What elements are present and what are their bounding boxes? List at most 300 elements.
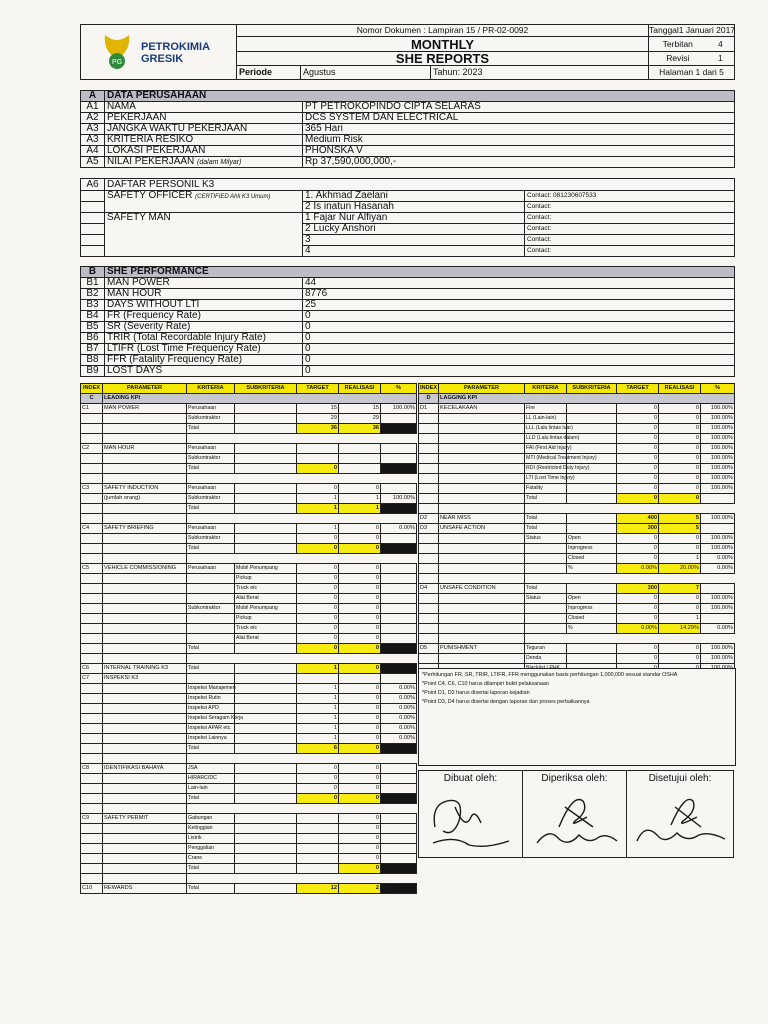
kpi-cell (381, 444, 417, 454)
kpi-cell: VEHICLE COMMISSIONING (103, 564, 187, 574)
kpi-cell (103, 744, 187, 754)
row-label: DAYS WITHOUT LTI (105, 300, 303, 311)
company-name-line2: GRESIK (141, 53, 184, 65)
kpi-cell (103, 724, 187, 734)
kpi-column-header: % (381, 384, 417, 394)
kpi-column-header: PARAMETER (439, 384, 525, 394)
kpi-cell (439, 434, 525, 444)
kpi-cell (339, 754, 381, 764)
kpi-cell (187, 674, 235, 684)
row-label: LOST DAYS (105, 366, 303, 377)
kpi-row (419, 634, 735, 644)
kpi-cell: 0 (297, 464, 339, 474)
kpi-cell: 0.00% (381, 524, 417, 534)
kpi-cell (419, 454, 439, 464)
kpi-cell (419, 544, 439, 554)
petrokimia-logo-icon (99, 31, 135, 71)
kpi-cell: Perusahaan (187, 484, 235, 494)
kpi-cell: Subkontraktor (187, 494, 235, 504)
section-a-code: A (81, 91, 105, 102)
kpi-cell (297, 834, 339, 844)
dibuat-label: Dibuat oleh: (443, 773, 498, 784)
kpi-row (81, 664, 417, 674)
kpi-cell: Crane (187, 854, 235, 864)
kpi-cell (419, 624, 439, 634)
kpi-row (419, 494, 735, 504)
kpi-cell: 1 (297, 494, 339, 504)
kpi-cell: 0 (339, 594, 381, 604)
kpi-cell (339, 434, 381, 444)
kpi-cell: 100.00% (701, 534, 735, 544)
personil-name: 2 Is inatun Hasanah (303, 202, 525, 213)
kpi-cell (381, 474, 417, 484)
row-label (105, 135, 303, 146)
sign-disetujui (626, 771, 733, 858)
kpi-cell (103, 534, 187, 544)
tahun-value: Tahun: 2023 (431, 66, 649, 80)
kpi-row (81, 814, 417, 824)
kpi-cell: Subkontraktor (187, 454, 235, 464)
kpi-cell: Total (187, 464, 235, 474)
kpi-row (81, 714, 417, 724)
kpi-cell: 0 (617, 544, 659, 554)
kpi-cell (103, 784, 187, 794)
kpi-cell: 0 (339, 544, 381, 554)
kpi-cell (235, 734, 297, 744)
kpi-cell (419, 604, 439, 614)
kpi-cell (701, 504, 735, 514)
kpi-cell (81, 584, 103, 594)
kpi-cell: SAFETY BRIEFING (103, 524, 187, 534)
kpi-cell: C4 (81, 524, 103, 534)
personil-row (81, 213, 735, 224)
kpi-cell (103, 514, 187, 524)
kpi-cell (235, 804, 297, 814)
kpi-cell (187, 584, 235, 594)
kpi-cell (567, 574, 617, 584)
row-value: 365 Hari (303, 124, 735, 135)
kpi-cell (81, 554, 103, 564)
kpi-cell: Fire (525, 404, 567, 414)
kpi-column-header: REALISASI (339, 384, 381, 394)
kpi-cell (381, 824, 417, 834)
kpi-cell: 100.00% (701, 444, 735, 454)
kpi-cell: 100.00% (381, 404, 417, 414)
kpi-cell (103, 694, 187, 704)
signature-table (418, 770, 734, 858)
kpi-cell: 100.00% (701, 434, 735, 444)
kpi-cell (81, 864, 103, 874)
kpi-cell: 1 (297, 724, 339, 734)
kpi-cell (235, 814, 297, 824)
row-label: FFR (Fatality Frequency Rate) (105, 355, 303, 366)
personil-code-cell (81, 224, 105, 235)
kpi-cell (525, 544, 567, 554)
kpi-cell (381, 534, 417, 544)
kpi-cell (381, 554, 417, 564)
kpi-cell (381, 604, 417, 614)
kpi-cell: 0 (617, 644, 659, 654)
kpi-cell: 0 (339, 734, 381, 744)
kpi-cell (659, 574, 701, 584)
kpi-cell (81, 724, 103, 734)
kpi-column-header: % (701, 384, 735, 394)
row-value: 44 (303, 278, 735, 289)
disetujui-label: Disetujui oleh: (648, 773, 712, 784)
row-value: 0 (303, 333, 735, 344)
kpi-cell (381, 814, 417, 824)
kpi-cell (567, 584, 617, 594)
periode-value: Agustus (301, 66, 431, 80)
kpi-cell (187, 434, 235, 444)
kpi-cell: 0 (339, 714, 381, 724)
kpi-cell (297, 434, 339, 444)
kpi-cell (235, 524, 297, 534)
kpi-cell (81, 714, 103, 724)
kpi-column-header: SUBKRITERIA (567, 384, 617, 394)
kpi-cell: 0 (339, 684, 381, 694)
kpi-cell: Closed (567, 614, 617, 624)
kpi-cell: SAFETY INDUCTION (103, 484, 187, 494)
kpi-cell: 5 (659, 524, 701, 534)
kpi-cell (439, 424, 525, 434)
kpi-column-header: KRITERIA (187, 384, 235, 394)
kpi-cell: 0 (339, 744, 381, 754)
personil-role-cell (105, 246, 303, 257)
kpi-cell: Denda (525, 654, 567, 664)
kpi-cell (235, 664, 297, 674)
kpi-cell: 1 (297, 694, 339, 704)
kpi-cell (81, 784, 103, 794)
kpi-cell: Mobil Penumpang (235, 564, 297, 574)
kpi-cell: D3 (419, 524, 439, 534)
kpi-cell: MAN HOUR (103, 444, 187, 454)
kpi-cell (381, 454, 417, 464)
row-code: B9 (81, 366, 105, 377)
kpi-cell (381, 464, 417, 474)
kpi-cell: NEAR MISS (439, 514, 525, 524)
row-code: A1 (81, 102, 105, 113)
sign-dibuat (419, 771, 523, 858)
kpi-cell (381, 874, 417, 884)
revisi-row (649, 51, 735, 66)
personil-code-cell (81, 246, 105, 257)
kpi-column-header: REALISASI (659, 384, 701, 394)
kpi-cell (381, 854, 417, 864)
kpi-row (419, 544, 735, 554)
kpi-cell: Inspeksi APAR etc (187, 724, 235, 734)
kpi-cell: Total (187, 884, 235, 894)
kpi-cell: PUNISHMENT (439, 644, 525, 654)
kpi-cell (81, 754, 103, 764)
kpi-cell: Status (525, 594, 567, 604)
kpi-cell (103, 734, 187, 744)
kpi-cell: Perusahaan (187, 404, 235, 414)
kpi-cell (439, 604, 525, 614)
note-line: *Point C4, C6, C10 harus dilampiri bukti pelaksanaan (422, 681, 550, 687)
personil-role-cell (105, 191, 303, 202)
kpi-cell (103, 774, 187, 784)
company-name (141, 41, 210, 65)
kpi-cell: C2 (81, 444, 103, 454)
kpi-cell (235, 484, 297, 494)
kpi-cell (339, 554, 381, 564)
kpi-cell (701, 574, 735, 584)
kpi-cell (439, 654, 525, 664)
kpi-cell: 0 (339, 704, 381, 714)
kpi-cell: IDENTIFIKASI BAHAYA (103, 764, 187, 774)
kpi-cell: Perusahaan (187, 524, 235, 534)
kpi-cell (103, 824, 187, 834)
lagging-kpi-table (418, 383, 735, 674)
kpi-cell (81, 874, 103, 884)
personil-code-cell (81, 202, 105, 213)
kpi-cell: 0 (339, 794, 381, 804)
kpi-cell (235, 424, 297, 434)
revisi-label: Revisi (666, 53, 690, 64)
kpi-cell (339, 444, 381, 454)
kpi-cell (297, 554, 339, 564)
kpi-cell (567, 444, 617, 454)
kpi-cell: C5 (81, 564, 103, 574)
leading-kpi-table (80, 383, 417, 894)
kpi-cell (235, 854, 297, 864)
section-b-code: B (81, 267, 105, 278)
kpi-cell (103, 654, 187, 664)
kpi-cell (617, 504, 659, 514)
kpi-row (419, 514, 735, 524)
kpi-row (419, 474, 735, 484)
kpi-cell: Total (525, 494, 567, 504)
kpi-row (81, 504, 417, 514)
kpi-cell: 0 (617, 454, 659, 464)
kpi-row (81, 634, 417, 644)
data-perusahaan-row (81, 124, 735, 135)
kpi-cell: C6 (81, 664, 103, 674)
kpi-cell: 1 (297, 504, 339, 514)
kpi-cell (81, 604, 103, 614)
kpi-cell: Total (187, 544, 235, 554)
kpi-row (419, 594, 735, 604)
kpi-cell: Fatality (525, 484, 567, 494)
kpi-cell: D1 (419, 404, 439, 414)
kpi-cell (525, 564, 567, 574)
kpi-cell: 6 (297, 744, 339, 754)
kpi-cell (103, 584, 187, 594)
kpi-cell (81, 744, 103, 754)
kpi-cell: 0 (297, 604, 339, 614)
kpi-cell (381, 584, 417, 594)
personil-name: 1 Fajar Nur Alfiyan (303, 213, 525, 224)
she-performance-row (81, 366, 735, 377)
kpi-cell: 0 (297, 544, 339, 554)
row-value: Medium Risk (303, 135, 735, 146)
kpi-cell: Status (525, 534, 567, 544)
data-perusahaan-row (81, 135, 735, 146)
kpi-cell (103, 574, 187, 584)
personil-role-cell (105, 235, 303, 246)
kpi-row (81, 614, 417, 624)
kpi-row (81, 644, 417, 654)
kpi-cell: 0 (617, 424, 659, 434)
kpi-cell: 0 (659, 534, 701, 544)
doc-number: Nomor Dokumen : Lampiran 15 / PR-02-0092 (237, 25, 649, 37)
kpi-cell (439, 544, 525, 554)
kpi-cell (419, 614, 439, 624)
kpi-cell (659, 504, 701, 514)
kpi-cell (567, 504, 617, 514)
kpi-cell (439, 444, 525, 454)
kpi-cell (567, 494, 617, 504)
kpi-cell (297, 444, 339, 454)
kpi-cell: 0 (617, 474, 659, 484)
kpi-cell (381, 794, 417, 804)
kpi-cell: 29 (339, 414, 381, 424)
kpi-cell: 0 (297, 774, 339, 784)
kpi-cell (187, 804, 235, 814)
kpi-cell (81, 794, 103, 804)
row-code: A2 (81, 113, 105, 124)
kpi-cell (567, 654, 617, 664)
kpi-cell (235, 824, 297, 834)
data-perusahaan-row (81, 113, 735, 124)
section-b-title: SHE PERFORMANCE (105, 267, 735, 278)
kpi-cell: Mobil Penumpang (235, 604, 297, 614)
kpi-cell: C3 (81, 484, 103, 494)
row-code: A4 (81, 146, 105, 157)
section-a-title: DATA PERUSAHAAN (105, 91, 735, 102)
kpi-cell: 0 (659, 434, 701, 444)
kpi-cell (381, 564, 417, 574)
kpi-cell: 0 (339, 534, 381, 544)
kpi-cell (81, 474, 103, 484)
kpi-cell: 100.00% (701, 604, 735, 614)
data-perusahaan-row (81, 157, 735, 168)
kpi-cell (439, 534, 525, 544)
kpi-cell: 0 (659, 404, 701, 414)
kpi-cell (701, 634, 735, 644)
kpi-cell: C1 (81, 404, 103, 414)
kpi-cell: 0 (339, 484, 381, 494)
kpi-cell: 0 (339, 694, 381, 704)
section-d-title: LAGGING KPI (439, 394, 735, 404)
kpi-cell: 0 (659, 474, 701, 484)
kpi-cell (103, 794, 187, 804)
she-performance-row (81, 344, 735, 355)
kpi-cell: 0 (659, 424, 701, 434)
kpi-cell: 1 (297, 524, 339, 534)
kpi-cell: LL (Lain-lain) (525, 414, 567, 424)
kpi-row (81, 754, 417, 764)
kpi-cell (235, 494, 297, 504)
kpi-cell (419, 534, 439, 544)
kpi-cell (525, 604, 567, 614)
kpi-row (81, 524, 417, 534)
kpi-cell: 0 (339, 634, 381, 644)
personil-contact: Contact: (525, 213, 735, 224)
kpi-cell: % (567, 624, 617, 634)
kpi-cell (235, 514, 297, 524)
kpi-cell: Subkontraktor (187, 604, 235, 614)
kpi-cell (81, 654, 103, 664)
kpi-cell (81, 624, 103, 634)
kpi-cell (103, 854, 187, 864)
kpi-cell: Inspeksi Lainnya (187, 734, 235, 744)
personil-row (81, 246, 735, 257)
kpi-cell (339, 464, 381, 474)
kpi-cell (659, 634, 701, 644)
personil-name: 4 (303, 246, 525, 257)
kpi-cell (235, 544, 297, 554)
kpi-cell (297, 874, 339, 884)
kpi-cell (381, 514, 417, 524)
kpi-row (419, 554, 735, 564)
personil-contact: Contact: (525, 202, 735, 213)
row-code: A3 (81, 124, 105, 135)
kpi-cell (439, 574, 525, 584)
kpi-cell: 100.00% (381, 494, 417, 504)
kpi-cell: 0 (617, 594, 659, 604)
kpi-cell (381, 674, 417, 684)
kpi-row (81, 854, 417, 864)
halaman: Halaman 1 dari 5 (649, 66, 735, 80)
kpi-cell (439, 634, 525, 644)
she-performance-row (81, 311, 735, 322)
kpi-cell: 100.00% (701, 464, 735, 474)
kpi-cell (103, 684, 187, 694)
kpi-cell: 0.00% (617, 564, 659, 574)
kpi-cell (419, 634, 439, 644)
kpi-row (81, 804, 417, 814)
kpi-cell (381, 784, 417, 794)
kpi-row (81, 794, 417, 804)
kpi-cell: Teguran (525, 644, 567, 654)
kpi-row (81, 784, 417, 794)
kpi-row (81, 514, 417, 524)
kpi-row (81, 764, 417, 774)
kpi-cell (419, 464, 439, 474)
kpi-cell (419, 444, 439, 454)
kpi-cell: Ketinggian (187, 824, 235, 834)
row-code: B2 (81, 289, 105, 300)
kpi-cell (235, 724, 297, 734)
kpi-cell (187, 554, 235, 564)
personil-row (81, 202, 735, 213)
row-value: 8776 (303, 289, 735, 300)
row-code: B1 (81, 278, 105, 289)
kpi-cell: Penggalian (187, 844, 235, 854)
kpi-cell: 100.00% (701, 514, 735, 524)
kpi-cell (103, 504, 187, 514)
kpi-row (81, 574, 417, 584)
tanggal-value: 1 Januari 2017 (678, 25, 736, 36)
row-label (105, 102, 303, 113)
kpi-cell: Pickup (235, 574, 297, 584)
kpi-cell: 0 (659, 594, 701, 604)
kpi-cell: Inprogress (567, 604, 617, 614)
kpi-cell (339, 454, 381, 464)
kpi-cell (439, 474, 525, 484)
section-b-table (80, 266, 735, 377)
kpi-cell (419, 484, 439, 494)
safety-man-label: SAFETY MAN (107, 212, 171, 224)
kpi-cell (235, 474, 297, 484)
kpi-cell (187, 754, 235, 764)
kpi-cell (381, 744, 417, 754)
kpi-cell (103, 474, 187, 484)
kpi-cell (419, 564, 439, 574)
row-code: B4 (81, 311, 105, 322)
